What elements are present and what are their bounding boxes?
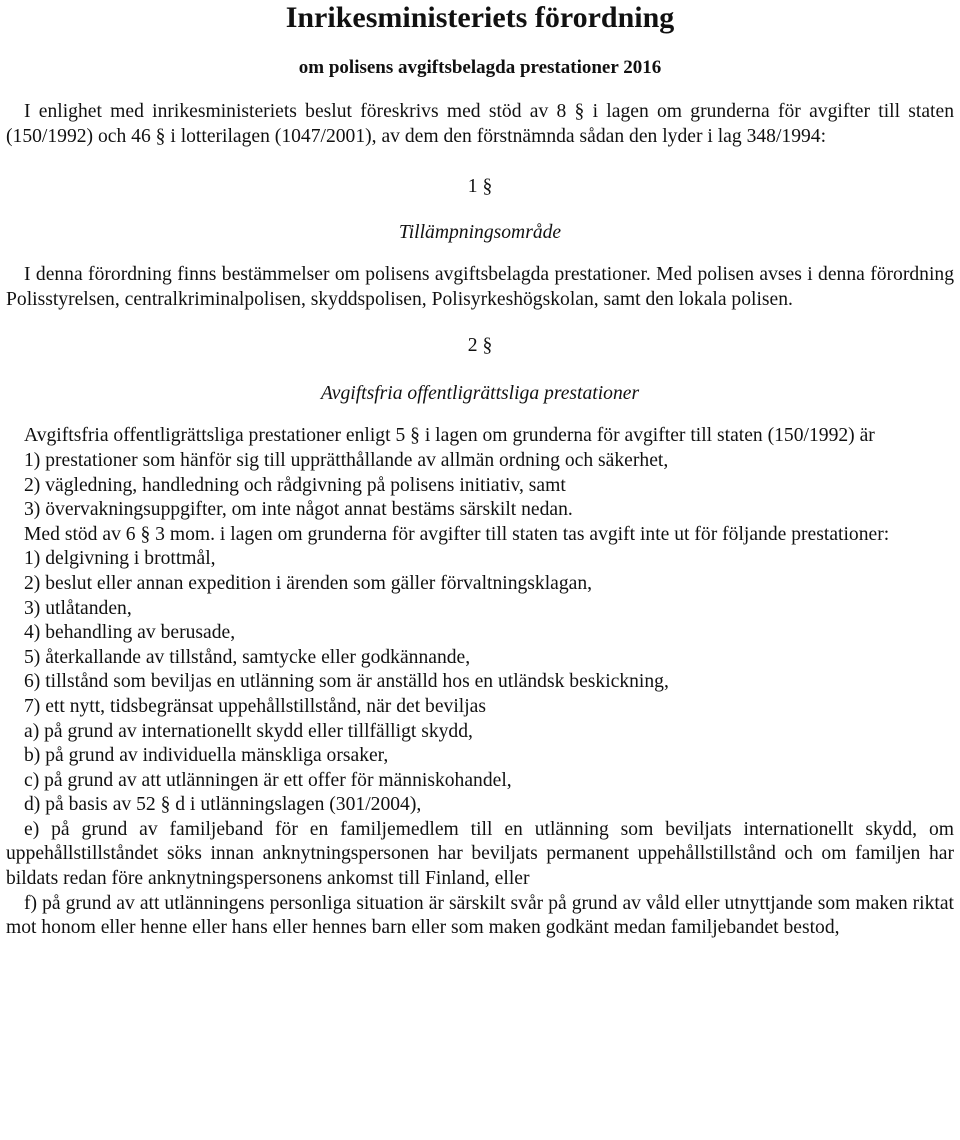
section-2-body-2: Med stöd av 6 § 3 mom. i lagen om grunderna för avgifter till staten tas avgift inte ut för följande prestationer: <box>24 523 890 545</box>
list-item: 3) utlåtanden, <box>24 597 132 619</box>
section-2-body: Avgiftsfria offentligrättsliga prestationer enligt 5 § i lagen om grunderna för avgifter till staten (150/1992) är <box>24 425 875 447</box>
list-item: 3) övervakningsuppgifter, om inte något annat bestäms särskilt nedan. <box>24 499 573 521</box>
document-subtitle: om polisens avgiftsbelagda prestationer 2016 <box>298 57 662 78</box>
section-1-number: 1 § <box>467 176 493 198</box>
list-item: 6) tillstånd som beviljas en utlänning som är anställd hos en utländsk beskickning, <box>24 671 669 693</box>
list-item-f: f) på grund av att utlänningens personliga situation är särskilt svår på grund av våld eller utnyttjande som maken riktat mot honom eller henne eller hans eller hennes barn eller som maken godkänt medan familjebandet bestod, <box>6 892 954 939</box>
list-item: c) på grund av att utlänningen är ett offer för människohandel, <box>24 769 512 791</box>
section-1-body: I denna förordning finns bestämmelser om polisens avgiftsbelagda prestationer. Med polisen avses i denna förordning Polisstyrelsen, centralkriminalpolisen, skyddspolisen, Polisyrkeshögskolan, samt den lokala polisen. <box>6 264 954 310</box>
list-item: a) på grund av internationellt skydd eller tillfälligt skydd, <box>24 720 473 742</box>
list-item: 1) delgivning i brottmål, <box>24 548 216 570</box>
section-2-list-2 <box>6 547 954 818</box>
section-2-list-1 <box>6 449 954 523</box>
list-item: b) på grund av individuella mänskliga orsaker, <box>24 745 389 767</box>
list-item: 7) ett nytt, tidsbegränsat uppehållstillstånd, när det beviljas <box>24 695 486 717</box>
list-item: 4) behandling av berusade, <box>24 622 236 644</box>
section-2-heading: Avgiftsfria offentligrättsliga prestationer <box>320 383 640 405</box>
list-item: 2) vägledning, handledning och rådgivning på polisens initiativ, samt <box>24 474 566 496</box>
document-title: Inrikesministeriets förordning <box>285 1 675 34</box>
section-1-heading: Tillämpningsområde <box>398 222 562 244</box>
intro-paragraph: I enlighet med inrikesministeriets beslut föreskrivs med stöd av 8 § i lagen om grunderna för avgifter till staten (150/1992) och 46 § i lotterilagen (1047/2001), av dem den förstnämnda sådan den lyder i lag 348/1994: <box>6 101 954 147</box>
list-item: d) på basis av 52 § d i utlänningslagen (301/2004), <box>24 794 422 816</box>
list-item: 2) beslut eller annan expedition i ärenden som gäller förvaltningsklagan, <box>24 572 593 594</box>
list-item: 5) återkallande av tillstånd, samtycke eller godkännande, <box>24 646 471 668</box>
section-2-number: 2 § <box>467 335 493 357</box>
list-item-e: e) på grund av familjeband för en familjemedlem till en utlänning som beviljats internationellt skydd, om uppehållstillståndet söks innan anknytningspersonen har beviljats permanent uppehållstillstånd och om familjen har bildats redan före anknytningspersonens ankomst till Finland, eller <box>6 818 954 890</box>
list-item: 1) prestationer som hänför sig till upprätthållande av allmän ordning och säkerhet, <box>24 449 669 471</box>
